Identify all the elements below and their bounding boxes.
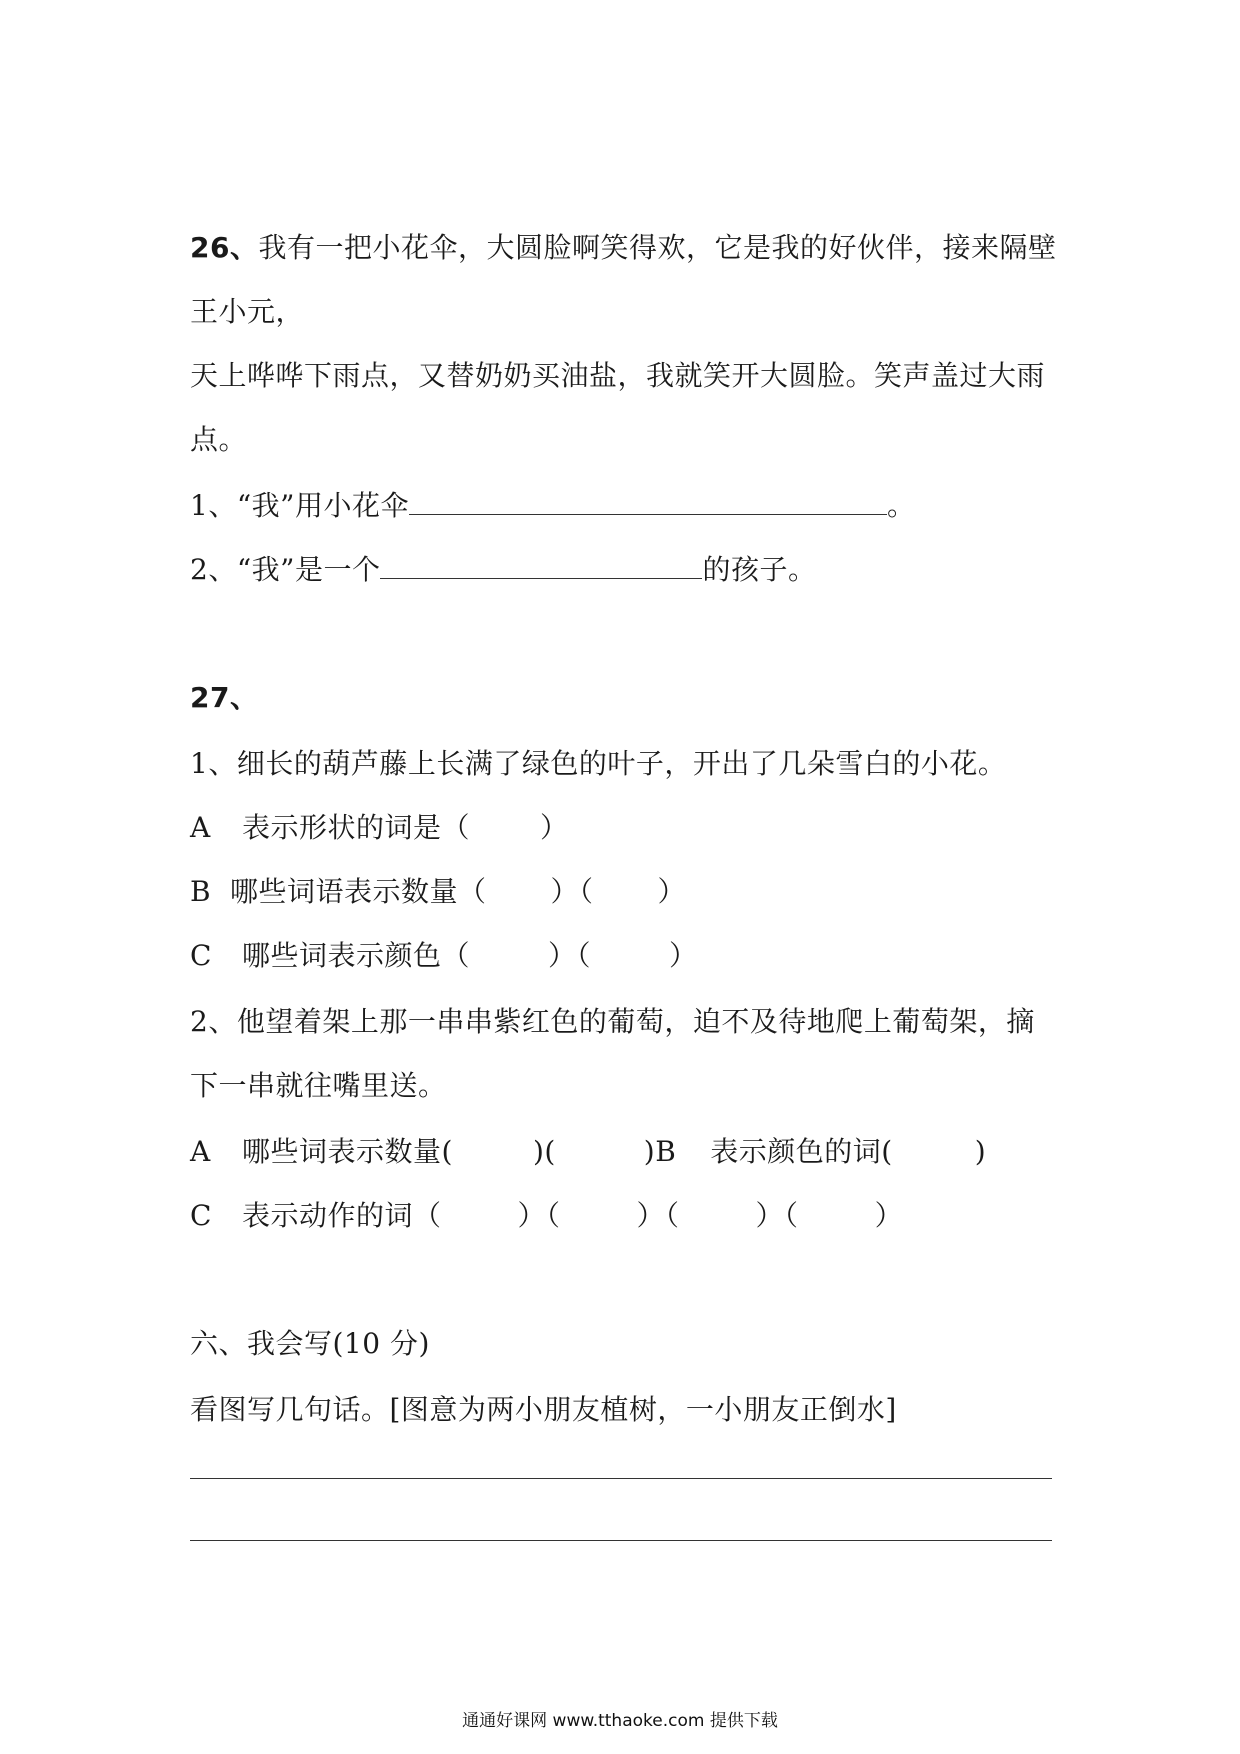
section-6-prompt (190, 1392, 897, 1428)
option-text: 表示动作的词（ (242, 1199, 442, 1232)
paren-close: ) (974, 1135, 987, 1168)
paren-close: ） (669, 939, 698, 972)
q26-passage-line-1 (190, 230, 1056, 266)
q27-sentence-1 (190, 746, 1006, 782)
option-text: 哪些词语表示数量（ (230, 875, 487, 908)
q26-passage-line-4 (190, 422, 247, 458)
option-letter: A (190, 1135, 211, 1168)
option-text: 表示颜色的词( (710, 1135, 893, 1168)
writing-line-2[interactable] (190, 1540, 1052, 1541)
passage-text: 点。 (190, 423, 248, 456)
option-letter: B (190, 875, 212, 908)
section-6-title (190, 1326, 430, 1362)
passage-text: 王小元， (190, 295, 305, 328)
q27-s1-option-b (190, 874, 686, 910)
option-text: 表示形状的词是（ (242, 811, 471, 844)
answer-blank[interactable] (380, 552, 702, 579)
paren-close-b: )B (643, 1135, 677, 1168)
sentence-text: 2、他望着架上那一串串紫红色的葡萄，迫不及待地爬上葡萄架，摘 (190, 1005, 1035, 1038)
answer-blank[interactable] (409, 488, 887, 515)
option-text: 哪些词表示数量( (242, 1135, 453, 1168)
q26-passage-line-3 (190, 358, 1045, 394)
q27-s2-options-ab (190, 1134, 986, 1170)
sub-question-suffix: 的孩子。 (702, 553, 817, 586)
option-text: 哪些词表示颜色（ (242, 939, 471, 972)
sentence-text: 1、细长的葫芦藤上长满了绿色的叶子，开出了几朵雪白的小花。 (190, 747, 1007, 780)
passage-text: 我有一把小花伞，大圆脸啊笑得欢，它是我的好伙伴，接来隔壁 (258, 231, 1057, 264)
paren-close: ） (540, 811, 569, 844)
paren-separator: ）（ (755, 1199, 799, 1232)
paren-separator: )( (532, 1135, 556, 1168)
sentence-text: 下一串就往嘴里送。 (190, 1069, 447, 1102)
q27-header (190, 680, 258, 716)
page-footer: 通通好课网 www.tthaoke.com 提供下载 (462, 1711, 778, 1731)
q27-sentence-2-line-2 (190, 1068, 447, 1104)
q27-s1-option-a (190, 810, 569, 846)
q27-sentence-2-line-1 (190, 1004, 1035, 1040)
paren-close: ） (657, 875, 687, 908)
option-letter: C (190, 939, 212, 972)
option-letter: A (190, 811, 211, 844)
paren-separator: ）（ (636, 1199, 680, 1232)
passage-text: 天上哗哗下雨点，又替奶奶买油盐，我就笑开大圆脸。笑声盖过大雨 (190, 359, 1046, 392)
section-title: 六、我会写(10 分) (190, 1327, 430, 1360)
paren-close: ） (874, 1199, 904, 1232)
option-letter: C (190, 1199, 212, 1232)
q26-sub-question-1 (190, 488, 915, 524)
q26-passage-line-2 (190, 294, 304, 330)
question-number: 27、 (190, 681, 259, 714)
writing-line-1[interactable] (190, 1478, 1052, 1479)
sub-question-suffix: 。 (886, 489, 916, 522)
question-number: 26、 (190, 231, 259, 264)
paren-separator: ）（ (548, 939, 592, 972)
paren-separator: ）（ (550, 875, 594, 908)
writing-prompt: 看图写几句话。[图意为两小朋友植树，一小朋友正倒水] (190, 1393, 897, 1426)
q27-s2-option-c (190, 1198, 903, 1234)
paren-separator: ）（ (517, 1199, 561, 1232)
sub-question-text: 2、“我”是一个 (190, 553, 381, 586)
q27-s1-option-c (190, 938, 698, 974)
sub-question-text: 1、“我”用小花伞 (190, 489, 409, 522)
q26-sub-question-2 (190, 552, 816, 588)
